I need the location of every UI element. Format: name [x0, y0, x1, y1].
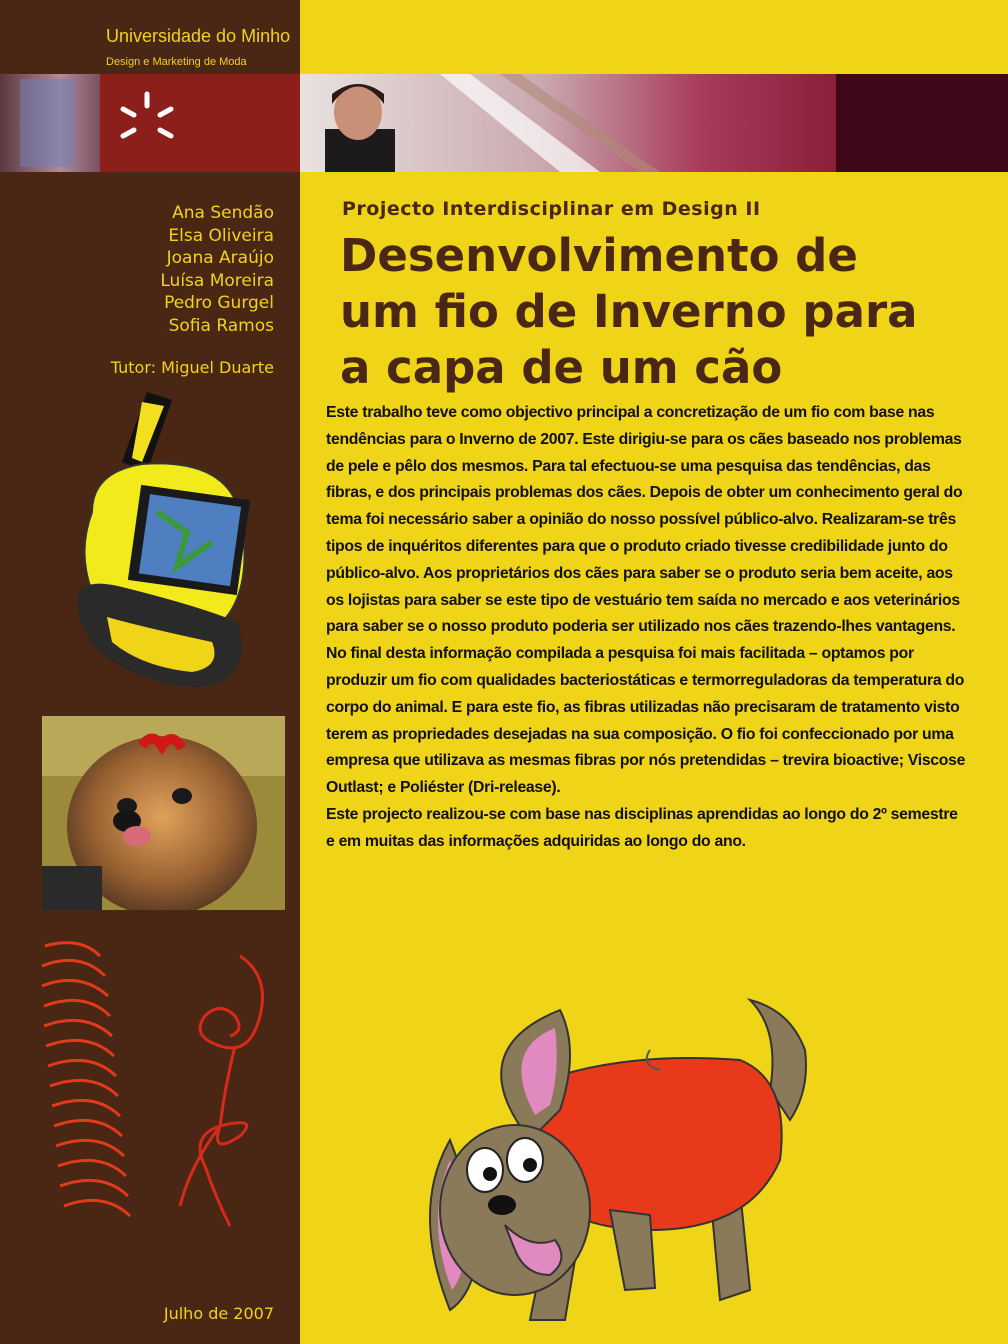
course-name: Design e Marketing de Moda — [106, 56, 247, 68]
yarn-samples-illustration — [30, 936, 280, 1240]
author-name: Elsa Oliveira — [168, 225, 274, 246]
body-paragraph: Este trabalho teve como objectivo principal a concretização de um fio com base nas tendências para o Inverno de 2007. Este dirigiu-se para os cães baseado nos problemas de pele e pêlo dos mesmos. Para tal efectuou-se uma pesquisa das tendências, das fibras, e dos principais problemas dos cães. Depois de obter um conhecimento geral do tema foi necessário saber a opinião do nosso possível público-alvo. Realizaram-se três tipos de inquéritos diferentes para que o produto criado tivesse credibilidade junto do público-alvo. Aos proprietários dos cães para saber se o produto seria bem aceite, aos os lojistas para saber se este tipo de vestuário tem saída no mercado e aos veterinários para saber se o nosso produto poderia ser utilizado nos cães trazendo-lhes vantagens. — [326, 404, 963, 636]
tutor-name: Tutor: Miguel Duarte — [110, 358, 274, 377]
title-line: Desenvolvimento de — [340, 229, 858, 282]
body-paragraph: No final desta informação compilada a pesquisa foi mais facilitada – optamos por produzir um fio com qualidades bacteriostáticas e termorreguladoras da temperatura do corpo do animal. E para este fio, as fibras utilizadas não precisaram de tratamento visto terem as propriedades desejadas na sua composição. O fio foi confeccionado por uma empresa que utilizava as mesmas fibras por nós pretendidas – trevira bioactive; Viscose Outlast; e Poliéster (Dri-release). — [326, 645, 966, 797]
header-banner-photo — [0, 74, 1008, 172]
publication-date: Julho de 2007 — [163, 1304, 274, 1323]
author-name: Pedro Gurgel — [164, 293, 274, 313]
cartoon-dog-with-coat-illustration — [410, 990, 850, 1344]
header — [0, 0, 1008, 74]
title-line: a capa de um cão — [340, 341, 783, 394]
title-line: um fio de Inverno para — [340, 285, 918, 338]
gps-leash-device-illustration — [62, 392, 262, 696]
body-paragraph: Este projecto realizou-se com base nas disciplinas aprendidas ao longo do 2º semestre e em muitas das informações adquiridas ao longo do ano. — [326, 805, 958, 850]
author-name: Ana Sendão — [172, 203, 274, 223]
author-name: Joana Araújo — [166, 248, 274, 268]
yorkshire-terrier-photo — [42, 716, 285, 914]
author-name: Luísa Moreira — [160, 270, 274, 291]
project-subtitle: Projecto Interdisciplinar em Design II — [342, 198, 761, 220]
author-name: Sofia Ramos — [168, 315, 274, 336]
author-list — [0, 202, 274, 337]
body-text — [326, 400, 966, 856]
university-name: Universidade do Minho — [106, 26, 291, 46]
page-title — [340, 228, 1000, 396]
